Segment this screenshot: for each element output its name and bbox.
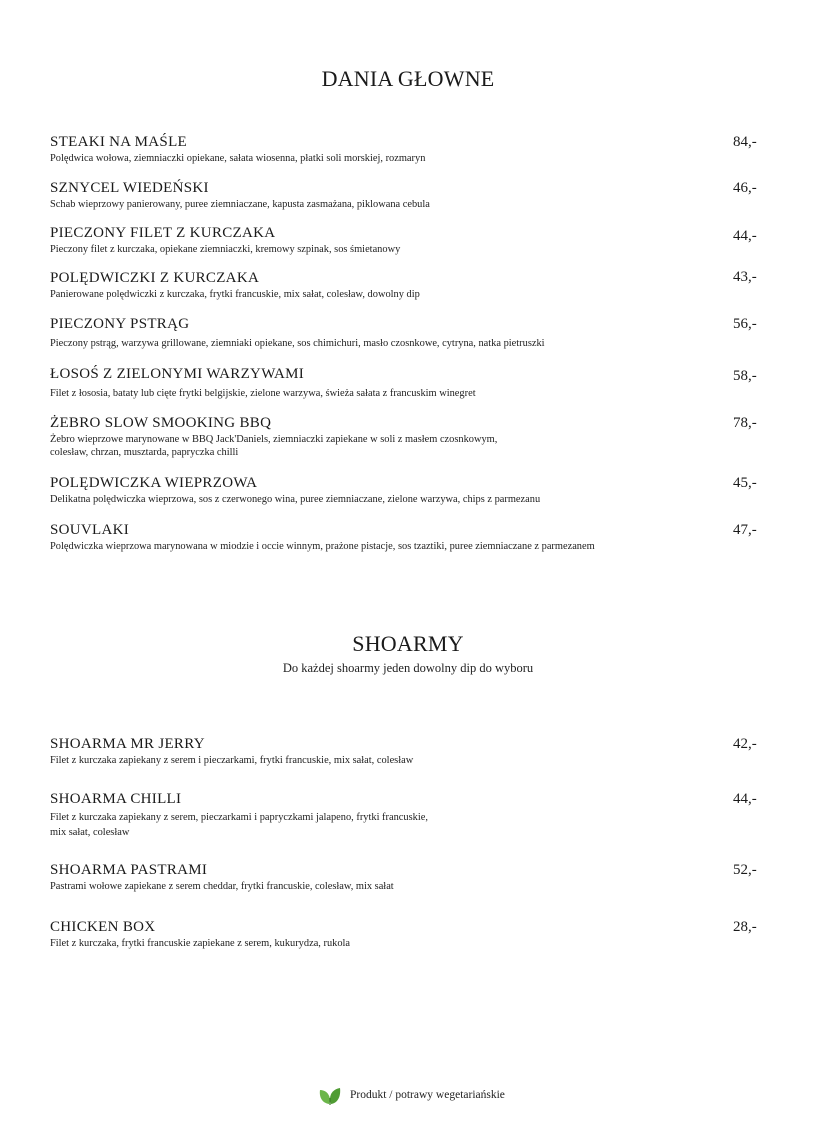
item-name: SHOARMA PASTRAMI <box>50 862 208 878</box>
item-price: 46,- <box>733 180 757 196</box>
legend-label: Produkt / potrawy wegetariańskie <box>350 1089 505 1101</box>
section-subtitle: Do każdej shoarmy jeden dowolny dip do wyboru <box>282 661 534 675</box>
item-price: 42,- <box>733 736 757 752</box>
item-description: Filet z kurczaka zapiekany z serem, pieczarkami i papryczkami jalapeno, frytki francuskie, <box>50 812 428 823</box>
leaf-icon <box>318 1084 342 1106</box>
item-description: Filet z kurczaka, frytki francuskie zapiekane z serem, kukurydza, rukola <box>50 938 351 949</box>
item-name: ŁOSOŚ Z ZIELONYMI WARZYWAMI <box>50 366 305 382</box>
menu-item <box>50 316 762 350</box>
item-name: POLĘDWICZKA WIEPRZOWA <box>50 475 258 491</box>
item-description: Pieczony filet z kurczaka, opiekane ziemniaczki, kremowy szpinak, sos śmietanowy <box>50 244 401 255</box>
item-description: Polędwiczka wieprzowa marynowana w miodzie i occie winnym, prażone pistacje, sos tzaztiki, puree ziemniaczane z parmezanem <box>50 541 595 552</box>
menu-item <box>50 736 762 767</box>
item-description: Filet z łososia, bataty lub cięte frytki belgijskie, zielone warzywa, świeża sałata z francuskim winegret <box>50 388 476 399</box>
item-description-line2: mix sałat, colesław <box>50 827 130 838</box>
item-description: Pieczony pstrąg, warzywa grillowane, ziemniaki opiekane, sos chimichuri, masło czosnkowe, cytryna, natka pietruszki <box>50 338 545 349</box>
item-price: 78,- <box>733 415 757 431</box>
item-price: 44,- <box>733 791 757 807</box>
menu-item <box>50 134 762 165</box>
item-price: 44,- <box>733 228 757 244</box>
item-price: 28,- <box>733 919 757 935</box>
item-description: Delikatna polędwiczka wieprzowa, sos z czerwonego wina, puree ziemniaczane, zielone warzywa, chips z parmezanu <box>50 494 541 505</box>
menu-item <box>50 225 762 256</box>
item-name: PIECZONY FILET Z KURCZAKA <box>50 225 276 241</box>
item-description: Polędwica wołowa, ziemniaczki opiekane, sałata wiosenna, płatki soli morskiej, rozmaryn <box>50 153 426 164</box>
menu-item <box>50 180 762 211</box>
menu-item <box>50 415 762 459</box>
item-price: 45,- <box>733 475 757 491</box>
item-price: 52,- <box>733 862 757 878</box>
section-title-shoarmy: SHOARMY <box>352 631 464 656</box>
item-description: Schab wieprzowy panierowany, puree ziemniaczane, kapusta zasmażana, piklowana cebula <box>50 199 430 210</box>
item-name: SZNYCEL WIEDEŃSKI <box>50 180 209 196</box>
menu-item <box>50 862 762 893</box>
item-price: 47,- <box>733 522 757 538</box>
menu-item <box>50 791 762 839</box>
item-name: SHOARMA MR JERRY <box>50 736 205 752</box>
item-name: CHICKEN BOX <box>50 919 156 935</box>
menu-item <box>50 366 762 400</box>
item-description: Żebro wieprzowe marynowane w BBQ Jack'Daniels, ziemniaczki zapiekane w soli z masłem czosnkowym, <box>50 434 498 445</box>
item-description-line2: colesław, chrzan, musztarda, papryczka chilli <box>50 447 239 458</box>
item-name: SOUVLAKI <box>50 522 130 538</box>
vegetarian-legend <box>318 1083 505 1107</box>
item-description: Panierowane polędwiczki z kurczaka, frytki francuskie, mix sałat, colesław, dowolny dip <box>50 289 420 300</box>
item-price: 56,- <box>733 316 757 332</box>
item-price: 84,- <box>733 134 757 150</box>
item-price: 43,- <box>733 269 757 285</box>
menu-item <box>50 270 762 301</box>
item-name: PIECZONY PSTRĄG <box>50 316 190 332</box>
item-name: SHOARMA CHILLI <box>50 791 182 807</box>
item-name: POLĘDWICZKI Z KURCZAKA <box>50 270 260 286</box>
section-title-dania-glowne: DANIA GŁOWNE <box>321 66 495 91</box>
item-description: Pastrami wołowe zapiekane z serem cheddar, frytki francuskie, colesław, mix sałat <box>50 881 394 892</box>
menu-item <box>50 522 762 553</box>
menu-item <box>50 919 762 950</box>
item-description: Filet z kurczaka zapiekany z serem i pieczarkami, frytki francuskie, mix sałat, colesław <box>50 755 414 766</box>
item-price: 58,- <box>733 368 757 384</box>
menu-item <box>50 475 762 506</box>
item-name: STEAKI NA MAŚLE <box>50 134 188 150</box>
item-name: ŻEBRO SLOW SMOOKING BBQ <box>50 415 272 431</box>
